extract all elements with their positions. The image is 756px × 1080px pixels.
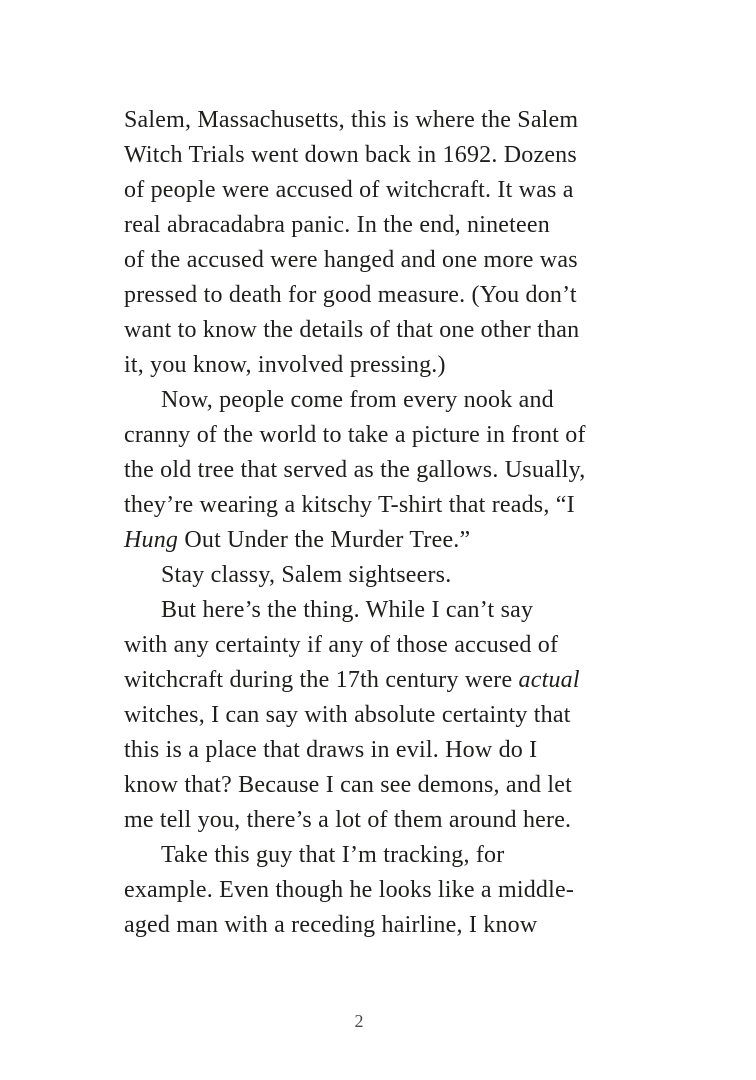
- text-line: [124, 908, 664, 943]
- text-line: [124, 838, 664, 873]
- text-line: [124, 208, 664, 243]
- text-line: [124, 523, 664, 558]
- text-line: [124, 593, 664, 628]
- text-line: [124, 138, 664, 173]
- text-line: [124, 663, 664, 698]
- text-line: [124, 278, 664, 313]
- text-segment: Take this guy that I’m tracking, for: [161, 842, 505, 868]
- text-segment: know that? Because I can see demons, and let: [124, 772, 572, 798]
- text-line: [124, 558, 664, 593]
- text-segment: witches, I can say with absolute certainty that: [124, 702, 571, 728]
- text-line: [124, 453, 664, 488]
- page-number: 2: [354, 1011, 364, 1031]
- text-segment: it, you know, involved pressing.): [124, 352, 446, 378]
- text-line: [124, 243, 664, 278]
- text-segment: want to know the details of that one other than: [124, 317, 580, 343]
- text-line: [124, 698, 664, 733]
- text-segment: example. Even though he looks like a middle-: [124, 877, 575, 903]
- text-line: [124, 173, 664, 208]
- text-line: [124, 733, 664, 768]
- text-segment: with any certainty if any of those accused of: [124, 632, 559, 658]
- text-segment: witchcraft during the 17th century were: [124, 667, 519, 693]
- text-line: [124, 768, 664, 803]
- text-line: [124, 103, 664, 138]
- text-segment: of people were accused of witchcraft. It was a: [124, 177, 574, 203]
- text-line: [124, 488, 664, 523]
- text-segment: aged man with a receding hairline, I know: [124, 912, 538, 938]
- text-line: [124, 873, 664, 908]
- text-line: [124, 803, 664, 838]
- italic-text-segment: Hung: [124, 527, 179, 553]
- body-text-block: [124, 103, 664, 943]
- text-segment: me tell you, there’s a lot of them around here.: [124, 807, 572, 833]
- text-line: [124, 383, 664, 418]
- text-line: [124, 418, 664, 453]
- text-segment: of the accused were hanged and one more was: [124, 247, 578, 273]
- text-line: [124, 628, 664, 663]
- text-segment: this is a place that draws in evil. How do I: [124, 737, 538, 763]
- italic-text-segment: actual: [518, 667, 580, 693]
- text-segment: Stay classy, Salem sightseers.: [161, 562, 452, 588]
- text-line: [124, 313, 664, 348]
- text-segment: Salem, Massachusetts, this is where the Salem: [124, 107, 579, 133]
- text-segment: Now, people come from every nook and: [161, 387, 554, 413]
- text-segment: they’re wearing a kitschy T-shirt that reads, “I: [124, 492, 575, 518]
- text-segment: the old tree that served as the gallows. Usually,: [124, 457, 586, 483]
- text-segment: Out Under the Murder Tree.”: [178, 527, 471, 553]
- text-segment: But here’s the thing. While I can’t say: [161, 597, 534, 623]
- text-segment: cranny of the world to take a picture in front of: [124, 422, 586, 448]
- text-line: [124, 348, 664, 383]
- text-segment: pressed to death for good measure. (You don’t: [124, 282, 577, 308]
- text-segment: real abracadabra panic. In the end, nineteen: [124, 212, 550, 238]
- text-segment: Witch Trials went down back in 1692. Dozens: [124, 142, 577, 168]
